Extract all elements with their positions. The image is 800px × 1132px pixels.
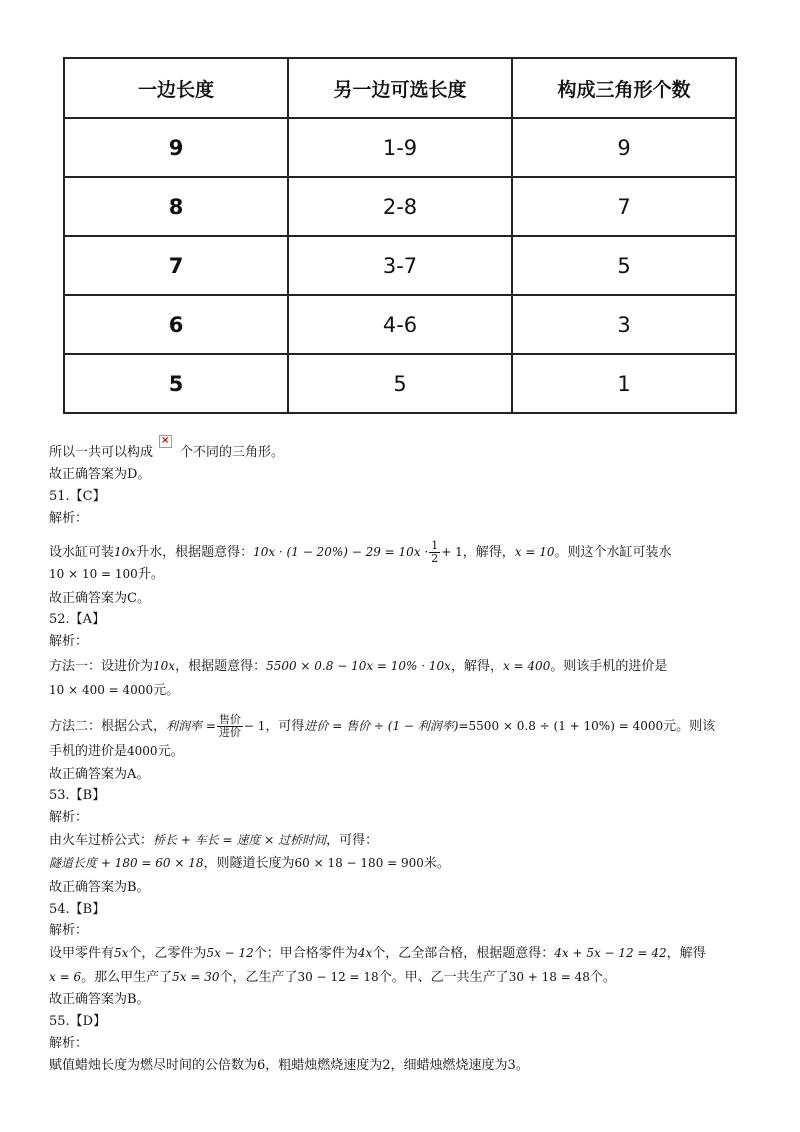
q52-line-1 <box>49 657 760 676</box>
table-cell: 5 <box>512 236 736 295</box>
fraction-numerator: 1 <box>431 539 439 552</box>
text-span: ，解得 <box>666 946 706 961</box>
q55-line-1: 赋值蜡烛长度为燃尽时间的公倍数为6，粗蜡烛燃烧速度为2，细蜡烛燃烧速度为3。 <box>49 1058 529 1073</box>
math: x = 10 <box>514 545 555 559</box>
math: 5x <box>114 946 129 960</box>
fraction <box>217 714 243 739</box>
table-cell: 7 <box>512 177 736 236</box>
fraction-denominator: 2 <box>431 552 439 565</box>
broken-image-icon <box>159 435 172 448</box>
table-cell: 7 <box>64 236 288 295</box>
text-span: 元。则该 <box>663 719 716 734</box>
text-span: ，可得： <box>326 833 379 848</box>
text-span: 个，乙零件为 <box>128 946 207 961</box>
q52-line-3 <box>49 714 760 739</box>
text-span: 升水，根据题意得： <box>136 545 254 560</box>
text-span: 升。 <box>137 567 164 582</box>
table-cell: 5 <box>288 354 512 413</box>
math: 5500 × 0.8 − 10x = 10% · 10x <box>266 659 451 673</box>
table-header-cell: 构成三角形个数 <box>512 58 736 118</box>
text-span: 个。甲、乙一共生产了 <box>378 970 509 985</box>
table-cell: 3 <box>512 295 736 354</box>
text-span: 个。 <box>589 970 616 985</box>
table-cell: 1 <box>512 354 736 413</box>
table-row <box>64 236 736 295</box>
math: − 1 <box>243 719 266 733</box>
text-span: ，可得 <box>265 719 305 734</box>
text-span: 个不同的三角形。 <box>180 445 285 460</box>
q55-title: 55.【D】 <box>49 1014 107 1029</box>
q53-analysis-label: 解析： <box>49 810 89 825</box>
q52-title: 52.【A】 <box>49 612 106 627</box>
math: 10 × 400 = 4000 <box>49 683 154 697</box>
q51-analysis-label: 解析： <box>49 511 89 526</box>
q50-answer: 故正确答案为D。 <box>49 467 151 482</box>
table-header-cell: 一边长度 <box>64 58 288 118</box>
q53-line-2 <box>49 854 760 873</box>
math: + 1 <box>441 545 463 559</box>
fraction-denominator: 进价 <box>218 726 241 739</box>
q51-line-2 <box>49 565 760 584</box>
text-span: 个，乙生产了 <box>219 970 298 985</box>
table-row <box>64 177 736 236</box>
math: 10x · (1 − 20%) − 29 = 10x · <box>253 545 429 559</box>
q51-answer: 故正确答案为C。 <box>49 591 150 606</box>
text-span: 元。 <box>157 744 184 759</box>
math: 桥长 + 车长 = 速度 × 过桥时间 <box>153 833 327 847</box>
math: 4000 <box>127 744 158 758</box>
text-span: 。则该手机的进价是 <box>550 659 668 674</box>
math: 30 − 12 = 18 <box>297 970 379 984</box>
q54-line-2 <box>49 968 760 987</box>
text-span: 方法一：设进价为 <box>49 659 154 674</box>
text-span: 个，乙全部合格，根据题意得： <box>372 946 555 961</box>
text-span: ，根据题意得： <box>175 659 267 674</box>
q50-conclusion <box>49 443 760 462</box>
triangle-count-table <box>63 57 737 414</box>
table-cell: 9 <box>512 118 736 177</box>
math: 4x + 5x − 12 = 42 <box>554 946 667 960</box>
text-span: 个；甲合格零件为 <box>253 946 358 961</box>
math: 10x <box>114 545 137 559</box>
q54-title: 54.【B】 <box>49 902 106 917</box>
math: 4x <box>357 946 373 960</box>
math: 进价 = 售价 ÷ (1 − 利润率) <box>304 719 459 733</box>
fraction <box>429 540 440 565</box>
table-cell: 8 <box>64 177 288 236</box>
table-header-row <box>64 58 736 118</box>
math: x = 400 <box>502 659 551 673</box>
text-span: 。则这个水缸可装水 <box>554 545 672 560</box>
text-span: 米。 <box>423 856 450 871</box>
table-cell: 6 <box>64 295 288 354</box>
math: 利润率 = <box>166 719 216 733</box>
fraction-numerator: 售价 <box>218 713 241 726</box>
table-cell: 2-8 <box>288 177 512 236</box>
q52-answer: 故正确答案为A。 <box>49 767 150 782</box>
math: 10x <box>153 659 176 673</box>
q54-line-1 <box>49 944 760 963</box>
table-row <box>64 354 736 413</box>
q53-title: 53.【B】 <box>49 788 106 803</box>
text-span: 由火车过桥公式： <box>49 833 154 848</box>
text-span: 方法二：根据公式， <box>49 719 167 734</box>
math: =5500 × 0.8 ÷ (1 + 10%) = 4000 <box>458 719 664 733</box>
math: 10 × 10 = 100 <box>49 567 138 581</box>
math: 5x − 12 <box>206 946 254 960</box>
table-cell: 9 <box>64 118 288 177</box>
table-row <box>64 118 736 177</box>
table-cell: 5 <box>64 354 288 413</box>
text-span: 。那么甲生产了 <box>81 970 173 985</box>
math: 5x = 30 <box>172 970 220 984</box>
table-cell: 1-9 <box>288 118 512 177</box>
math: x = 6 <box>49 970 82 984</box>
math: 隧道长度 + 180 = 60 × 18 <box>49 856 204 870</box>
math: 30 + 18 = 48 <box>508 970 590 984</box>
q55-analysis-label: 解析： <box>49 1036 89 1051</box>
text-span: ，解得， <box>450 659 503 674</box>
q54-answer: 故正确答案为B。 <box>49 992 150 1007</box>
q53-line-1 <box>49 831 760 850</box>
q52-line-4 <box>49 742 760 761</box>
table-row <box>64 295 736 354</box>
math: 60 × 18 − 180 = 900 <box>294 856 424 870</box>
table-header-cell: 另一边可选长度 <box>288 58 512 118</box>
q51-title: 51.【C】 <box>49 489 106 504</box>
text-span: 元。 <box>153 683 180 698</box>
text-span: ，解得， <box>462 545 515 560</box>
q54-analysis-label: 解析： <box>49 923 89 938</box>
text-span: 所以一共可以构成 <box>49 445 154 460</box>
q51-line-1 <box>49 540 760 565</box>
q52-line-2 <box>49 681 760 700</box>
table-cell: 4-6 <box>288 295 512 354</box>
text-span: 设甲零件有 <box>49 946 115 961</box>
q52-analysis-label: 解析： <box>49 634 89 649</box>
table-cell: 3-7 <box>288 236 512 295</box>
text-span: 设水缸可装 <box>49 545 115 560</box>
text-span: ，则隧道长度为 <box>203 856 295 871</box>
q53-answer: 故正确答案为B。 <box>49 880 150 895</box>
text-span: 手机的进价是 <box>49 744 128 759</box>
